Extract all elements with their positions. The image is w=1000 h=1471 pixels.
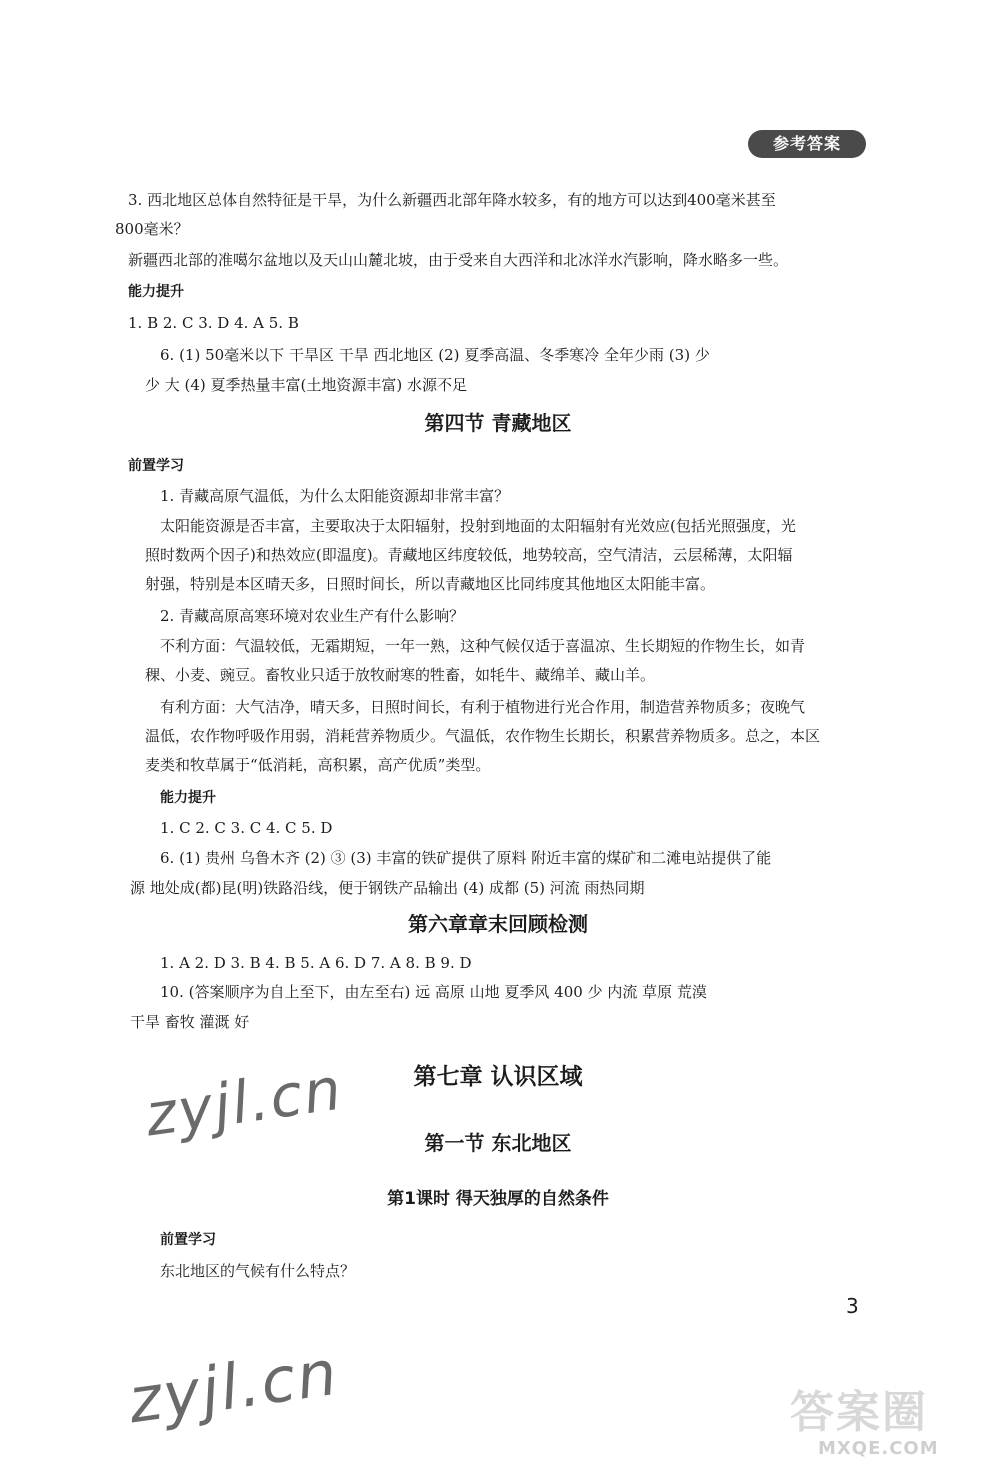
answer-2-line3: 有利方面：大气洁净，晴天多，日照时间长，有利于植物进行光合作用，制造营养物质多；夜晚气 [160,698,806,716]
question-northeast: 东北地区的气候有什么特点？ [160,1262,356,1280]
choice-answers-2: 1. C 2. C 3. C 4. C 5. D [160,819,333,837]
section-heading-qingzang: 第四节 青藏地区 [424,411,572,435]
review-answer-10-cont: 干旱 畜牧 灌溉 好 [130,1013,250,1031]
watermark-logo-site: MXQE.COM [818,1438,939,1459]
answer-6-cont: 少 大 (4) 夏季热量丰富(土地资源丰富) 水源不足 [145,376,468,394]
watermark-bottom: zyjl.cn [123,1335,343,1438]
answer-key-badge: 参考答案 [748,130,866,158]
subheading-ability: 能力提升 [128,284,184,300]
question-3: 3. 西北地区总体自然特征是干旱，为什么新疆西北部年降水较多，有的地方可以达到400毫米甚至 [128,191,776,209]
answer-2-line2: 稞、小麦、豌豆。畜牧业只适于放牧耐寒的牲畜，如牦牛、藏绵羊、藏山羊。 [145,666,656,684]
answer-1-line2: 照时数两个因子)和热效应(即温度)。青藏地区纬度较低，地势较高，空气清洁，云层稀薄，太阳辐 [145,546,793,564]
review-answer-10: 10. (答案顺序为自上至下，由左至右) 远 高原 山地 夏季风 400 少 内流 草原 荒漠 [160,983,707,1001]
subheading-preview: 前置学习 [128,458,184,474]
question-1: 1. 青藏高原气温低，为什么太阳能资源却非常丰富？ [160,487,510,505]
chapter-review-heading: 第六章章末回顾检测 [408,912,588,936]
answer-6: 6. (1) 50毫米以下 干旱区 干旱 西北地区 (2) 夏季高温、冬季寒冷 全年少雨 (3) 少 [160,346,710,364]
answer-6b: 6. (1) 贵州 乌鲁木齐 (2) ③ (3) 丰富的铁矿提供了原料 附近丰富的煤矿和二滩电站提供了能 [160,849,772,867]
answer-3: 新疆西北部的准噶尔盆地以及天山山麓北坡，由于受来自大西洋和北冰洋水汽影响，降水略多一些。 [128,251,789,269]
watermark-top: zyjl.cn [141,1054,347,1150]
watermark-logo [790,1388,960,1464]
answer-2-line4: 温低，农作物呼吸作用弱，消耗营养物质少。气温低，农作物生长期长，积累营养物质多。总之，本区 [145,727,821,745]
chapter-7-heading: 第七章 认识区域 [413,1064,583,1090]
review-choice-answers: 1. A 2. D 3. B 4. B 5. A 6. D 7. A 8. B 9. D [160,954,472,972]
section-1-heading: 第一节 东北地区 [424,1131,572,1155]
watermark-logo-glyphs: 答案圈 [790,1387,928,1438]
subheading-preview-2: 前置学习 [160,1232,216,1248]
question-3-cont: 800毫米？ [115,220,189,238]
answer-6b-cont: 源 地处成(都)昆(明)铁路沿线，便于钢铁产品输出 (4) 成都 (5) 河流 雨热同期 [130,879,645,897]
question-2: 2. 青藏高原高寒环境对农业生产有什么影响？ [160,607,465,625]
choice-answers: 1. B 2. C 3. D 4. A 5. B [128,314,299,332]
subheading-ability-2: 能力提升 [160,790,216,806]
lesson-1-heading: 第1课时 得天独厚的自然条件 [387,1189,609,1209]
answer-1-line3: 射强，特别是本区晴天多，日照时间长，所以青藏地区比同纬度其他地区太阳能丰富。 [145,575,716,593]
answer-1-line1: 太阳能资源是否丰富，主要取决于太阳辐射，投射到地面的太阳辐射有光效应(包括光照强度，光 [160,517,796,535]
answer-2-line1: 不利方面：气温较低，无霜期短，一年一熟，这种气候仅适于喜温凉、生长期短的作物生长，如青 [160,637,806,655]
page-number: 3 [846,1294,859,1318]
answer-2-line5: 麦类和牧草属于“低消耗，高积累，高产优质”类型。 [145,756,491,774]
